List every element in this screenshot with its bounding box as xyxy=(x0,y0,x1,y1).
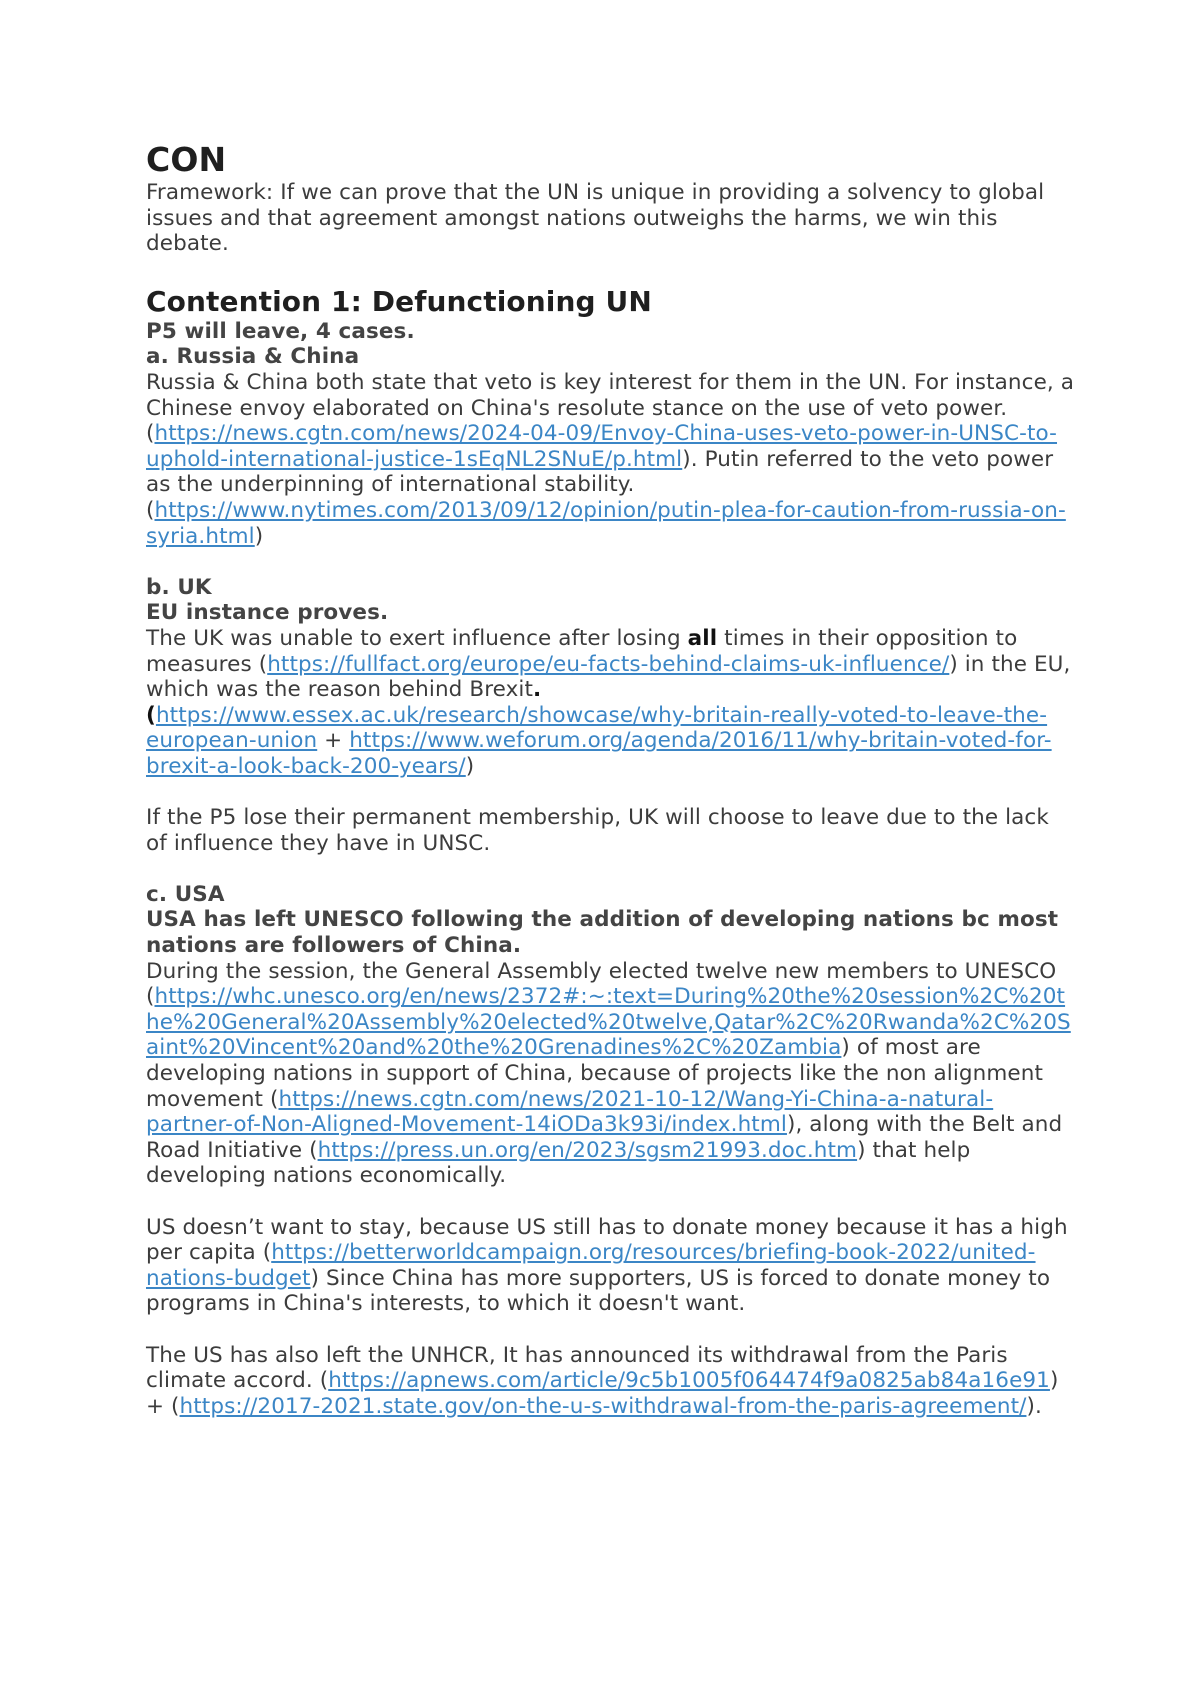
text-run: ) of most are developing nations in support of China, because of projects like the non alignment movement ( xyxy=(146,1035,1044,1112)
text-run: ) xyxy=(465,753,475,779)
text-run: During the session, the General Assembly elected twelve new members to UNESCO ( xyxy=(146,958,1057,1010)
text-run: Russia & China both state that veto is key interest for them in the UN. For instance, a Chinese envoy elaborated on China's resolute stance on the use of veto power. ( xyxy=(146,369,1075,447)
section-c-subheading: USA has left UNESCO following the addition of developing nations bc most nations are followers of China. xyxy=(146,907,1059,959)
section-c-paragraph-2 xyxy=(146,1215,1076,1317)
text-run: ). Putin referred to the veto power as the underpinning of international stability. ( xyxy=(146,446,1054,523)
spacer xyxy=(146,779,1076,805)
bold-period: . xyxy=(533,677,542,703)
text-run: ) Since China has more supporters, US is forced to donate money to programs in China's interests, to which it doesn't want. xyxy=(146,1265,1051,1317)
text-run: times in their opposition to measures ( xyxy=(146,625,1018,677)
section-a-paragraph xyxy=(146,370,1076,549)
section-b-paragraph xyxy=(146,626,1076,780)
link-apnews[interactable]: https://apnews.com/article/9c5b1005f064474f9a0825ab84a16e91 xyxy=(328,1368,1050,1394)
link-cgtn-veto[interactable]: https://news.cgtn.com/news/2024-04-09/Envoy-China-uses-veto-power-in-UNSC-to-uphold-international-justice-1sEqNL2SNuE/p.html xyxy=(146,421,1058,472)
text-run: ), along with the Belt and Road Initiative ( xyxy=(146,1112,1063,1163)
section-c-heading: c. USA xyxy=(146,881,225,907)
link-unesco[interactable]: https://whc.unesco.org/en/news/2372#:~:text=During%20the%20session%2C%20the%20General%20Assembly%20elected%20twelve,Qatar%2C%20Rwanda%2C%20Saint%20Vincent%20and%20the%20Grenadines%2C%20Zambia xyxy=(146,984,1071,1061)
link-state-gov[interactable]: https://2017-2021.state.gov/on-the-u-s-withdrawal-from-the-paris-agreement/ xyxy=(179,1393,1027,1419)
spacer xyxy=(146,1317,1076,1343)
text-run: + xyxy=(317,728,350,754)
text-run: ) in the EU, which was the reason behind Brexit xyxy=(146,651,1071,703)
contention-title: Contention 1: Defunctioning UN xyxy=(146,284,652,318)
text-run: ) + ( xyxy=(146,1368,1059,1419)
text-run: ) that help developing nations economically. xyxy=(146,1137,971,1189)
bold-word: all xyxy=(687,625,718,651)
document-body xyxy=(146,140,1076,1419)
text-run: ) xyxy=(254,523,264,549)
text-run: The US has also left the UNHCR, It has announced its withdrawal from the Paris climate accord. ( xyxy=(146,1342,1008,1394)
text-run: US doesn’t want to stay, because US still has to donate money because it has a high per capita ( xyxy=(146,1214,1068,1266)
section-b-heading: b. UK xyxy=(146,574,212,600)
link-un-press[interactable]: https://press.un.org/en/2023/sgsm21993.doc.htm xyxy=(317,1137,858,1163)
bold-paren: ( xyxy=(146,702,156,728)
section-a-heading: a. Russia & China xyxy=(146,344,360,370)
contention-subtitle: P5 will leave, 4 cases. xyxy=(146,318,415,344)
framework-paragraph: Framework: If we can prove that the UN is unique in providing a solvency to global issues and that agreement amongst nations outweighs the harms, we win this debate. xyxy=(146,180,1045,257)
spacer xyxy=(146,549,1076,575)
spacer xyxy=(146,856,1076,882)
spacer xyxy=(146,257,1076,285)
text-run: The UK was unable to exert influence after losing xyxy=(146,625,688,651)
section-c-paragraph-3 xyxy=(146,1343,1076,1420)
doc-title: CON xyxy=(146,140,227,179)
link-cgtn-nam[interactable]: https://news.cgtn.com/news/2021-10-12/Wang-Yi-China-a-natural-partner-of-Non-Aligned-Movement-14iODa3k93i/index.html xyxy=(146,1086,994,1138)
link-fullfact[interactable]: https://fullfact.org/europe/eu-facts-behind-claims-uk-influence/ xyxy=(267,651,950,677)
section-b-paragraph-2: If the P5 lose their permanent membership, UK will choose to leave due to the lack of influence they have in UNSC. xyxy=(146,805,1049,856)
link-betterworld[interactable]: https://betterworldcampaign.org/resources/briefing-book-2022/united-nations-budget xyxy=(146,1240,1036,1291)
link-essex[interactable]: https://www.essex.ac.uk/research/showcase/why-britain-really-voted-to-leave-the-european-union xyxy=(146,702,1048,754)
link-weforum[interactable]: https://www.weforum.org/agenda/2016/11/why-britain-voted-for-brexit-a-look-back-200-years/ xyxy=(146,728,1052,779)
spacer xyxy=(146,1189,1076,1215)
text-run: ). xyxy=(1026,1393,1042,1419)
section-c-paragraph xyxy=(146,959,1076,1189)
link-nytimes-putin[interactable]: https://www.nytimes.com/2013/09/12/opinion/putin-plea-for-caution-from-russia-on-syria.html xyxy=(146,497,1066,549)
section-b-subheading: EU instance proves. xyxy=(146,600,389,626)
